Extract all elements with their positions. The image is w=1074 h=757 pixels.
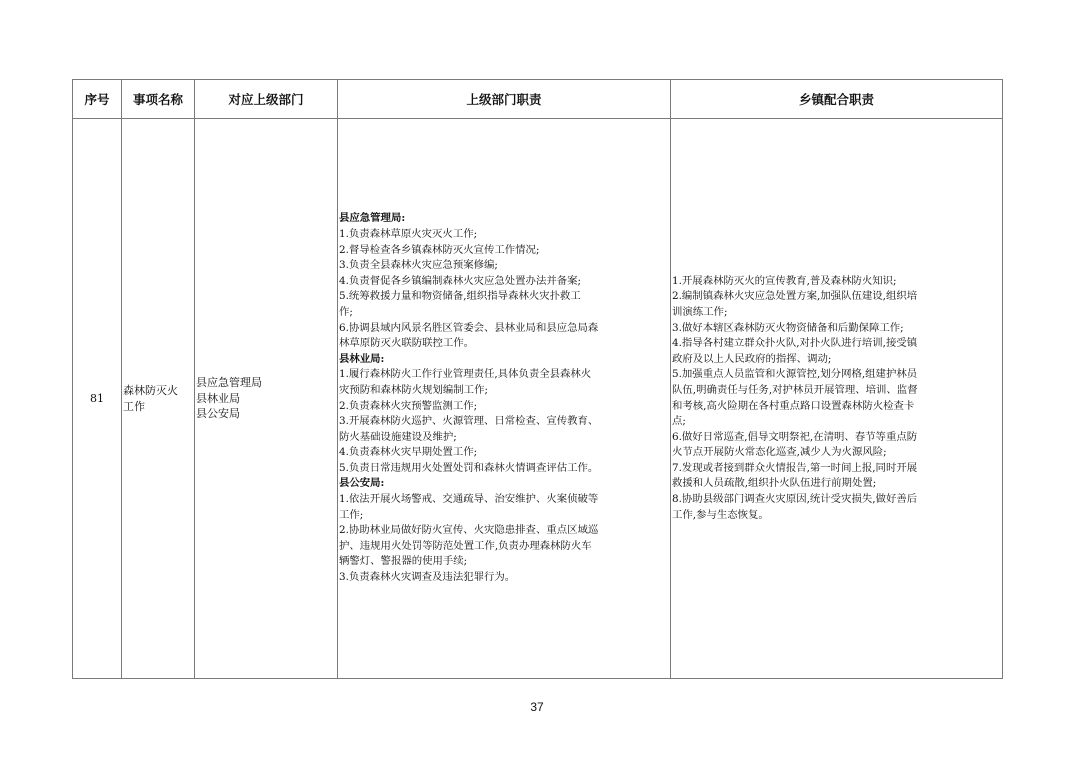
duty-line: 4.负责森林火灾早期处置工作; xyxy=(339,446,478,459)
duty-table xyxy=(72,79,1003,679)
header-item-name: 事项名称 xyxy=(122,80,195,119)
duty-line: 2.负责森林火灾预警监测工作; xyxy=(339,399,478,412)
duty-line: 政府及以上人民政府的指挥、调动; xyxy=(672,352,832,365)
item-name-line: 森林防灭火 xyxy=(123,383,178,397)
header-superior-duties: 上级部门职责 xyxy=(338,80,671,119)
department-heading: 县林业局: xyxy=(339,352,385,365)
township-duties-cell xyxy=(671,119,1003,679)
duty-line: 护、违规用火处罚等防范处置工作,负责办理森林防火车 xyxy=(339,539,592,552)
duty-line: 4.负责督促各乡镇编制森林火灾应急处置办法并备案; xyxy=(339,274,582,287)
department-heading: 县应急管理局: xyxy=(339,212,406,225)
department-name: 县公安局 xyxy=(196,407,240,421)
duty-line: 灾预防和森林防火规划编制工作; xyxy=(339,383,488,396)
duty-line: 工作,参与生态恢复。 xyxy=(672,508,769,521)
duty-line: 4.指导各村建立群众扑火队,对扑火队进行培训,接受镇 xyxy=(672,337,918,350)
duty-line: 1.依法开展火场警戒、交通疏导、治安维护、火案侦破等 xyxy=(339,493,599,506)
superior-duties-cell xyxy=(338,119,671,679)
duty-line: 林草原防灭火联防联控工作。 xyxy=(339,337,475,350)
duty-line: 防火基础设施建设及维护; xyxy=(339,430,457,443)
duty-line: 2.协助林业局做好防火宣传、火灾隐患排查、重点区域巡 xyxy=(339,524,599,537)
department-name: 县应急管理局 xyxy=(196,376,262,390)
page-number: 37 xyxy=(530,700,544,714)
duty-line: 6.协调县域内风景名胜区管委会、县林业局和县应急局森 xyxy=(339,321,599,334)
department-heading: 县公安局: xyxy=(339,477,385,490)
duty-line: 5.统筹救援力量和物资储备,组织指导森林火灾扑救工 xyxy=(339,290,581,303)
duty-line: 工作; xyxy=(339,508,364,521)
duty-line: 和考核,高火险期在各村重点路口设置森林防火检查卡 xyxy=(672,399,915,412)
duty-line: 5.负责日常违规用火处置处罚和森林火情调查评估工作。 xyxy=(339,461,599,474)
duty-line: 1.履行森林防火工作行业管理责任,具体负责全县森林火 xyxy=(339,368,592,381)
duty-line: 训演练工作; xyxy=(672,305,728,318)
header-serial: 序号 xyxy=(73,80,122,119)
duty-line: 点; xyxy=(672,415,686,428)
duty-line: 3.负责森林火灾调查及违法犯罪行为。 xyxy=(339,571,516,584)
duty-line: 辆警灯、警报器的使用手续; xyxy=(339,555,468,568)
duty-line: 火节点开展防火常态化巡查,减少人为火源风险; xyxy=(672,446,887,459)
duty-line: 6.做好日常巡查,倡导文明祭祀,在清明、春节等重点防 xyxy=(672,430,918,443)
item-name-line: 工作 xyxy=(123,399,145,413)
duty-line: 2.督导检查各乡镇森林防灭火宣传工作情况; xyxy=(339,243,540,256)
duty-line: 队伍,明确责任与任务,对护林员开展管理、培训、监督 xyxy=(672,383,918,396)
duty-line: 作; xyxy=(339,305,353,318)
duty-line: 1.负责森林草原火灾灭火工作; xyxy=(339,227,478,240)
duty-line: 7.发现或者接到群众火情报告,第一时间上报,同时开展 xyxy=(672,461,918,474)
header-row xyxy=(73,80,1003,119)
duty-line: 救援和人员疏散,组织扑火队伍进行前期处置; xyxy=(672,477,877,490)
duty-line: 2.编制镇森林火灾应急处置方案,加强队伍建设,组织培 xyxy=(672,290,918,303)
duty-line: 5.加强重点人员监管和火源管控,划分网格,组建护林员 xyxy=(672,368,918,381)
duty-line: 1.开展森林防灭火的宣传教育,普及森林防火知识; xyxy=(672,274,897,287)
serial-number: 81 xyxy=(73,119,122,679)
duty-line: 3.开展森林防火巡护、火源管理、日常检查、宣传教育、 xyxy=(339,415,599,428)
duty-line: 3.做好本辖区森林防灭火物资储备和后勤保障工作; xyxy=(672,321,904,334)
table-row xyxy=(73,119,1003,679)
department-cell xyxy=(195,119,338,679)
header-township-duties: 乡镇配合职责 xyxy=(671,80,1003,119)
item-name-cell xyxy=(122,119,195,679)
duty-line: 8.协助县级部门调查火灾原因,统计受灾损失,做好善后 xyxy=(672,493,918,506)
header-superior-department: 对应上级部门 xyxy=(195,80,338,119)
department-name: 县林业局 xyxy=(196,391,240,405)
duty-line: 3.负责全县森林火灾应急预案修编; xyxy=(339,259,498,272)
